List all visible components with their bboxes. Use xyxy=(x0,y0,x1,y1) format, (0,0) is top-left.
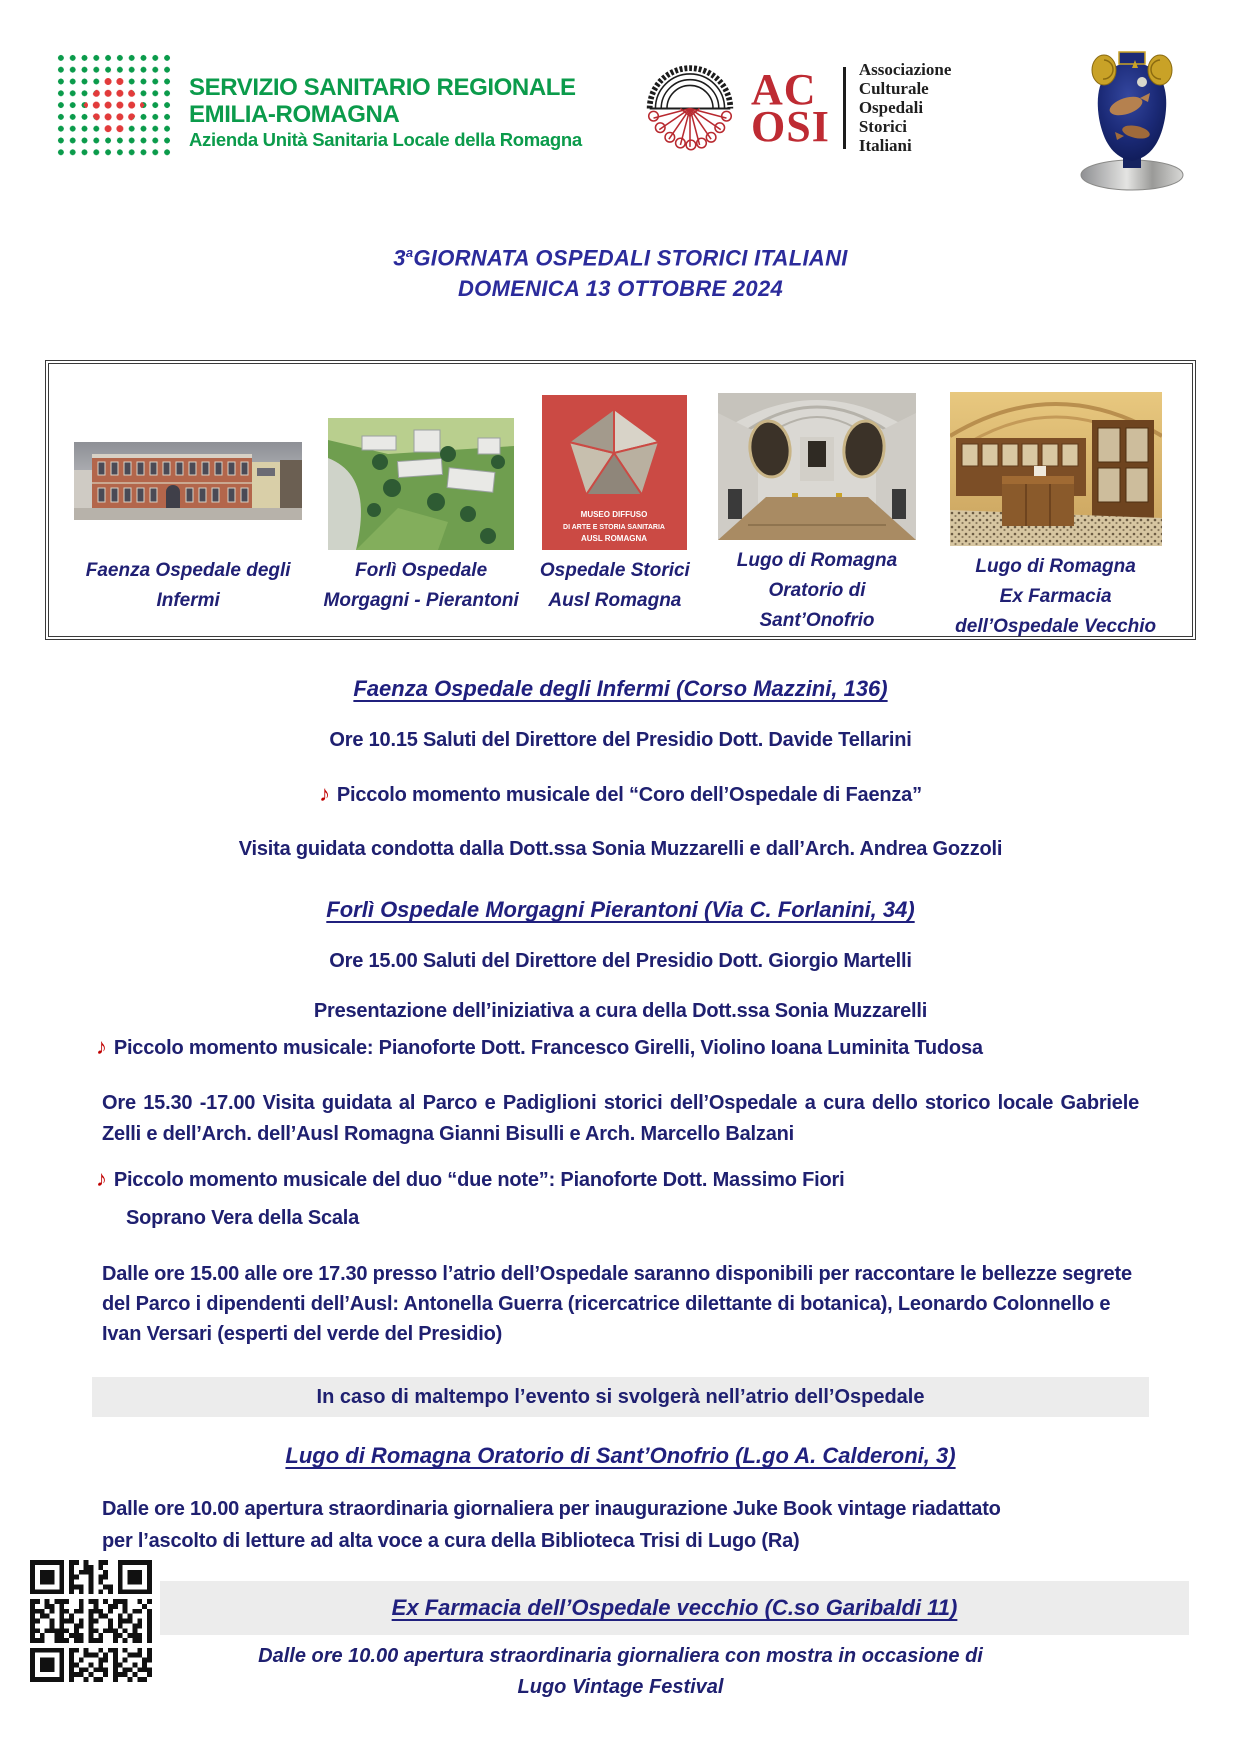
poster-line: DI ARTE E STORIA SANITARIA xyxy=(563,524,666,532)
caption-line: dell’Ospedale Vecchio xyxy=(955,616,1157,638)
forli-music2-text: Piccolo momento musicale del duo “due note”: Pianoforte Dott. Massimo Fiori xyxy=(113,1169,845,1192)
section-heading-lugo-oratorio xyxy=(52,1441,1189,1471)
acosi-name-line: Associazione xyxy=(858,60,952,79)
acosi-divider xyxy=(843,67,846,149)
event-title xyxy=(0,237,1241,304)
music-note-icon: ♪ xyxy=(319,781,330,807)
acosi-name-line: Italiani xyxy=(858,136,912,155)
forli-music-line-2b: Soprano Vera della Scala xyxy=(126,1207,360,1230)
forli-music-line-1 xyxy=(52,1033,1189,1062)
program xyxy=(0,674,1241,1703)
forli-music-line-2 xyxy=(52,1162,1189,1197)
caption-line: Sant’Onofrio xyxy=(759,610,875,632)
acosi-name xyxy=(859,60,952,155)
photo-forli-ospedale-aerial xyxy=(328,418,514,550)
forli-guided-tour-paragraph: Ore 15.30 -17.00 Visita guidata al Parco e Padiglioni storici dell’Ospedale a cura dello storico locale Gabriele Zelli e dell’Arch. dell’Ausl Romagna Gianni Bisulli e Arch. Marcello Balzani xyxy=(102,1092,1139,1146)
caption-line: Morgagni - Pierantoni xyxy=(323,590,519,612)
imgbox-oratorio xyxy=(705,392,930,540)
edition-superscript: a xyxy=(405,245,414,260)
vase-photo xyxy=(1078,46,1186,199)
forli-park-paragraph: Dalle ore 15.00 alle ore 17.30 presso l’atrio dell’Ospedale saranno disponibili per raccontare le bellezze segrete del Parco i dipendenti dell’Ausl: Antonella Guerra (ricercatrice dilettante di botanica), Leonardo Colonnello e Ivan Versari (esperti del verde del Presidio) xyxy=(102,1263,1132,1346)
imgbox-farmacia xyxy=(929,392,1182,546)
qr-code xyxy=(30,1560,152,1687)
photo-faenza-ospedale xyxy=(74,442,302,520)
weather-notice: In caso di maltempo l’evento si svolgerà nell’atrio dell’Ospedale xyxy=(92,1377,1149,1417)
caption-line: Forlì Ospedale xyxy=(355,560,488,582)
ssr-line1: SERVIZIO SANITARIO REGIONALE xyxy=(189,74,576,101)
imgbox-poster xyxy=(525,392,705,550)
acosi-osi: OSI xyxy=(751,101,830,151)
caption-line: Infermi xyxy=(156,590,220,612)
gallery-item-forli xyxy=(317,392,525,636)
forli-greeting-line: Ore 15.00 Saluti del Direttore del Presidio Dott. Giorgio Martelli xyxy=(329,950,912,973)
faenza-music-line xyxy=(52,780,1189,809)
acosi-name-line: Culturale xyxy=(858,79,929,98)
lugo-oratorio-paragraph: Dalle ore 10.00 apertura straordinaria giornaliera per inaugurazione Juke Book vintage riadattato per l’ascolto di letture ad alta voce a cura della Biblioteca Trisi di Lugo (Ra) xyxy=(102,1498,1001,1553)
section-heading-forli xyxy=(52,895,1189,925)
caption-line: Ex Farmacia xyxy=(999,586,1112,608)
caption-line: Lugo di Romagna xyxy=(975,556,1136,578)
caption-line: Ausl Romagna xyxy=(548,590,682,612)
imgbox-faenza xyxy=(59,392,317,550)
ex-farmacia-heading-band xyxy=(160,1581,1189,1635)
event-title-line2: DOMENICA 13 OTTOBRE 2024 xyxy=(457,276,784,302)
ex-farmacia-paragraph xyxy=(52,1641,1189,1703)
caption-line: Ospedale Storici xyxy=(539,560,690,582)
title-line1-text: GIORNATA OSPEDALI STORICI ITALIANI xyxy=(413,245,848,271)
faenza-music-text: Piccolo momento musicale del “Coro dell’Ospedale di Faenza” xyxy=(336,784,922,807)
ssr-logo-text xyxy=(189,52,582,158)
heading-text: Forlì Ospedale Morgagni Pierantoni (Via C. Forlanini, 34) xyxy=(326,897,915,923)
acosi-ac: AC xyxy=(751,64,817,114)
ssr-emilia-romagna-logo xyxy=(55,52,620,158)
ssr-dot-matrix-icon xyxy=(55,52,173,158)
acosi-name-line: Ospedali xyxy=(858,98,924,117)
caption-oratorio xyxy=(737,546,897,636)
music-note-icon: ♪ xyxy=(96,1034,107,1060)
photo-gallery xyxy=(45,360,1196,640)
caption-farmacia xyxy=(955,552,1156,642)
caption-line: Lugo di Romagna xyxy=(736,550,898,572)
acosi-emblem-icon xyxy=(642,62,738,154)
gallery-item-oratorio xyxy=(705,392,930,636)
event-title-line1 xyxy=(0,237,1241,273)
poster-line: AUSL ROMAGNA xyxy=(581,534,648,544)
photo-museo-diffuso-poster xyxy=(542,395,687,550)
photo-oratorio-interior xyxy=(718,393,916,540)
acosi-acronym xyxy=(751,64,830,151)
ssr-line2: EMILIA-ROMAGNA xyxy=(189,101,400,128)
heading-text: Lugo di Romagna Oratorio di Sant’Onofrio (L.go A. Calderoni, 3) xyxy=(285,1443,956,1469)
section-heading-ex-farmacia xyxy=(160,1593,1189,1623)
heading-text: Ex Farmacia dell’Ospedale vecchio (C.so Garibaldi 11) xyxy=(391,1595,958,1621)
gallery-item-faenza xyxy=(59,392,317,636)
music-note-icon: ♪ xyxy=(96,1166,107,1192)
ssr-dot-matrix-red-diamond xyxy=(55,52,173,158)
heading-text: Faenza Ospedale degli Infermi (Corso Mazzini, 136) xyxy=(353,676,888,702)
caption-forli xyxy=(324,556,519,616)
caption-museo xyxy=(540,556,690,616)
forli-presentation-line: Presentazione dell’iniziativa a cura della Dott.ssa Sonia Muzzarelli xyxy=(313,1000,928,1023)
caption-line: Oratorio di xyxy=(768,580,866,602)
ex-farmacia-line2: Lugo Vintage Festival xyxy=(517,1676,724,1699)
edition-number: 3 xyxy=(393,245,406,271)
faenza-greeting-line: Ore 10.15 Saluti del Direttore del Presidio Dott. Davide Tellarini xyxy=(329,729,912,752)
gallery-item-farmacia xyxy=(929,392,1182,636)
faenza-visit-line: Visita guidata condotta dalla Dott.ssa Sonia Muzzarelli e dall’Arch. Andrea Gozzoli xyxy=(238,838,1003,861)
gallery-item-museo-poster xyxy=(525,392,705,636)
acosi-logo xyxy=(642,52,951,155)
photo-farmacia-interior xyxy=(950,392,1162,546)
ex-farmacia-line1: Dalle ore 10.00 apertura straordinaria giornaliera con mostra in occasione di xyxy=(258,1645,983,1668)
imgbox-forli xyxy=(317,392,525,550)
ssr-line3: Azienda Unità Sanitaria Locale della Romagna xyxy=(189,129,582,150)
header-logos xyxy=(0,0,1241,199)
section-heading-faenza xyxy=(52,674,1189,704)
poster-line: MUSEO DIFFUSO xyxy=(581,510,648,520)
caption-faenza xyxy=(86,556,291,616)
caption-line: Faenza Ospedale degli xyxy=(85,560,291,582)
acosi-name-line: Storici xyxy=(858,117,907,136)
forli-music1-text: Piccolo momento musicale: Pianoforte Dott. Francesco Girelli, Violino Ioana Luminita Tudosa xyxy=(113,1037,983,1060)
